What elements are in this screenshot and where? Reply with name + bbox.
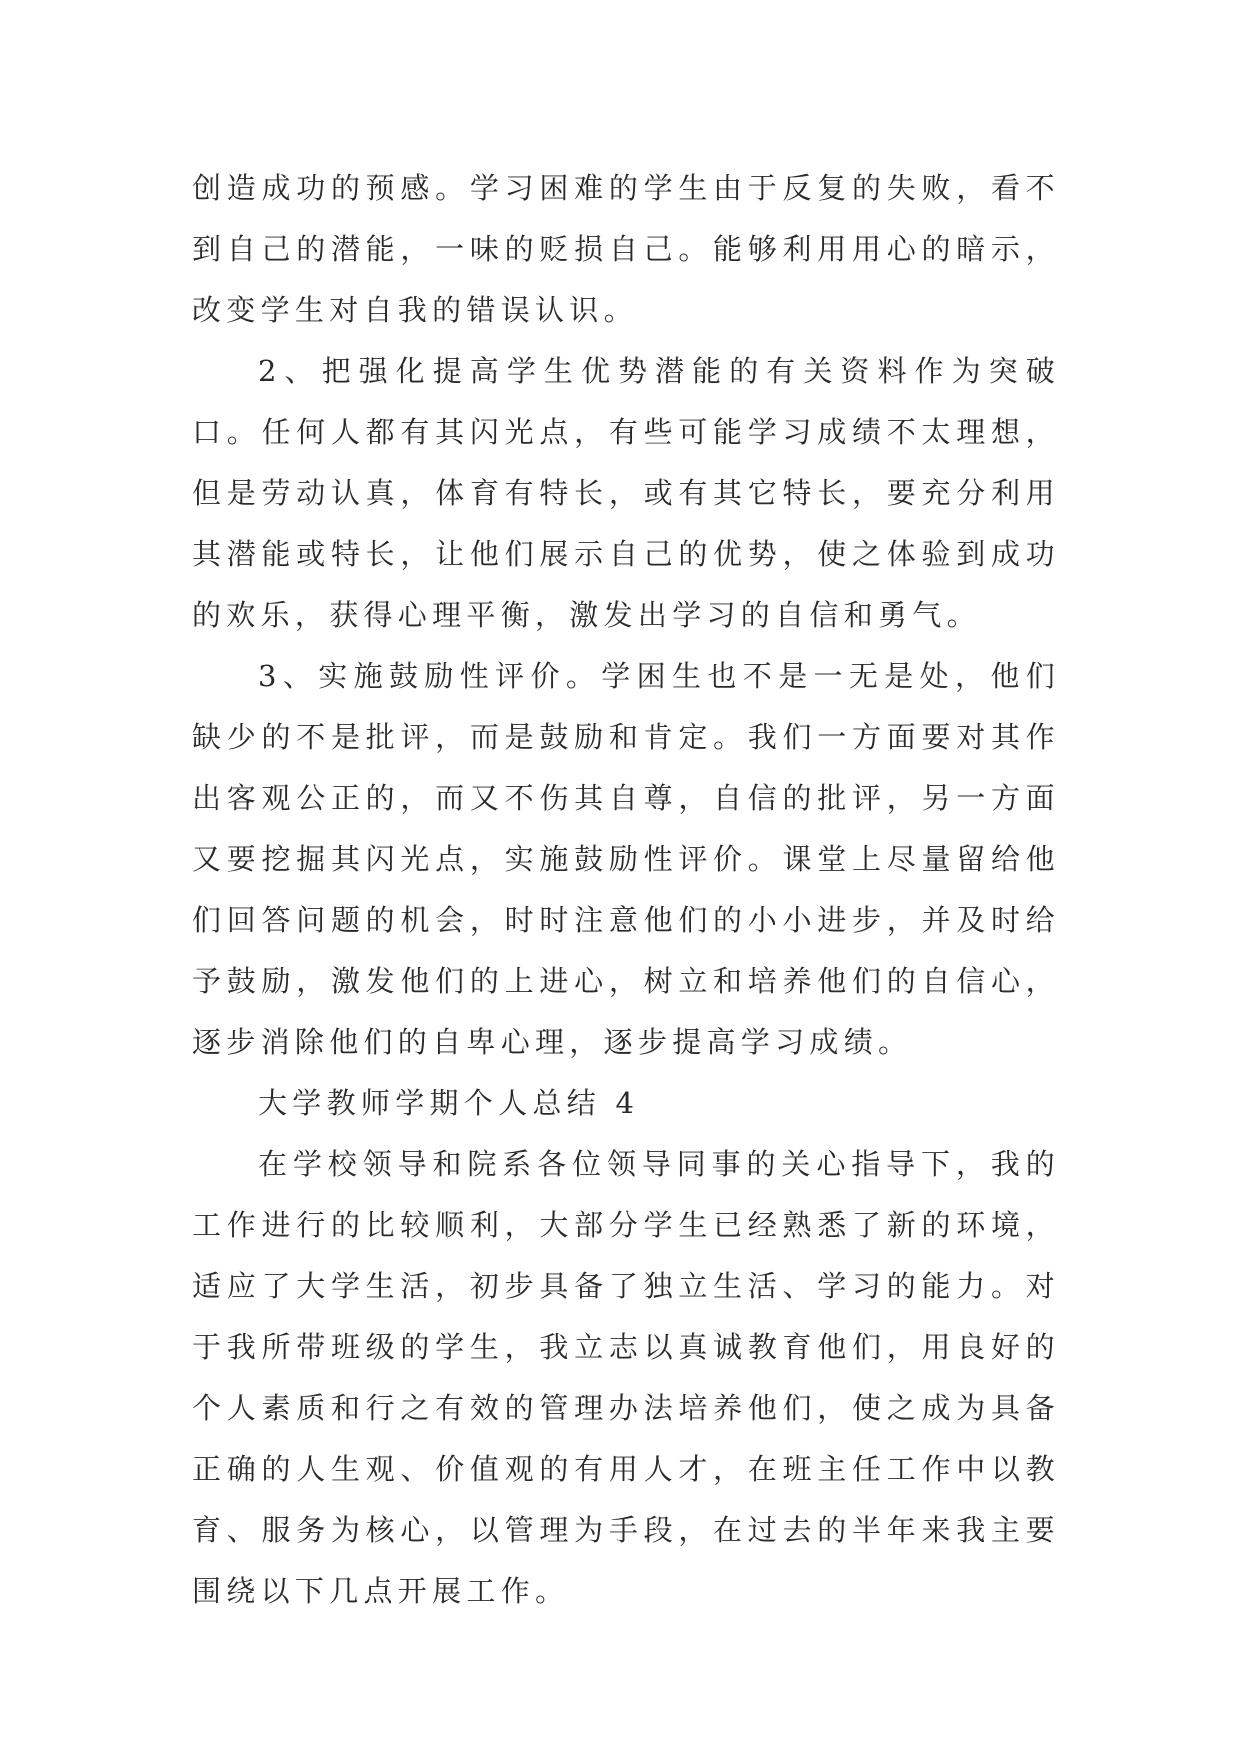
paragraph-continuation: 创造成功的预感。学习困难的学生由于反复的失败，看不到自己的潜能，一味的贬损自己。能够利用用心的暗示，改变学生对自我的错误认识。: [192, 171, 1060, 327]
paragraph-point-2: 2、把强化提高学生优势潜能的有关资料作为突破口。任何人都有其闪光点，有些可能学习成绩不太理想，但是劳动认真，体育有特长，或有其它特长，要充分利用其潜能或特长，让他们展示自己的优势，使之体验到成功的欢乐，获得心理平衡，激发出学习的自信和勇气。: [192, 354, 1060, 632]
section-heading: 大学教师学期个人总结 4: [258, 1086, 640, 1120]
document-body: [192, 158, 1060, 1622]
paragraph-point-3: 3、实施鼓励性评价。学困生也不是一无是处，他们缺少的不是批评，而是鼓励和肯定。我们一方面要对其作出客观公正的，而又不伤其自尊，自信的批评，另一方面又要挖掘其闪光点，实施鼓励性评价。课堂上尽量留给他们回答问题的机会，时时注意他们的小小进步，并及时给予鼓励，激发他们的上进心，树立和培养他们的自信心，逐步消除他们的自卑心理，逐步提高学习成绩。: [192, 659, 1060, 1059]
paragraph-summary-intro: 在学校领导和院系各位领导同事的关心指导下，我的工作进行的比较顺利，大部分学生已经熟悉了新的环境，适应了大学生活，初步具备了独立生活、学习的能力。对于我所带班级的学生，我立志以真诚教育他们，用良好的个人素质和行之有效的管理办法培养他们，使之成为具备正确的人生观、价值观的有用人才，在班主任工作中以教育、服务为核心，以管理为手段，在过去的半年来我主要围绕以下几点开展工作。: [192, 1147, 1060, 1608]
